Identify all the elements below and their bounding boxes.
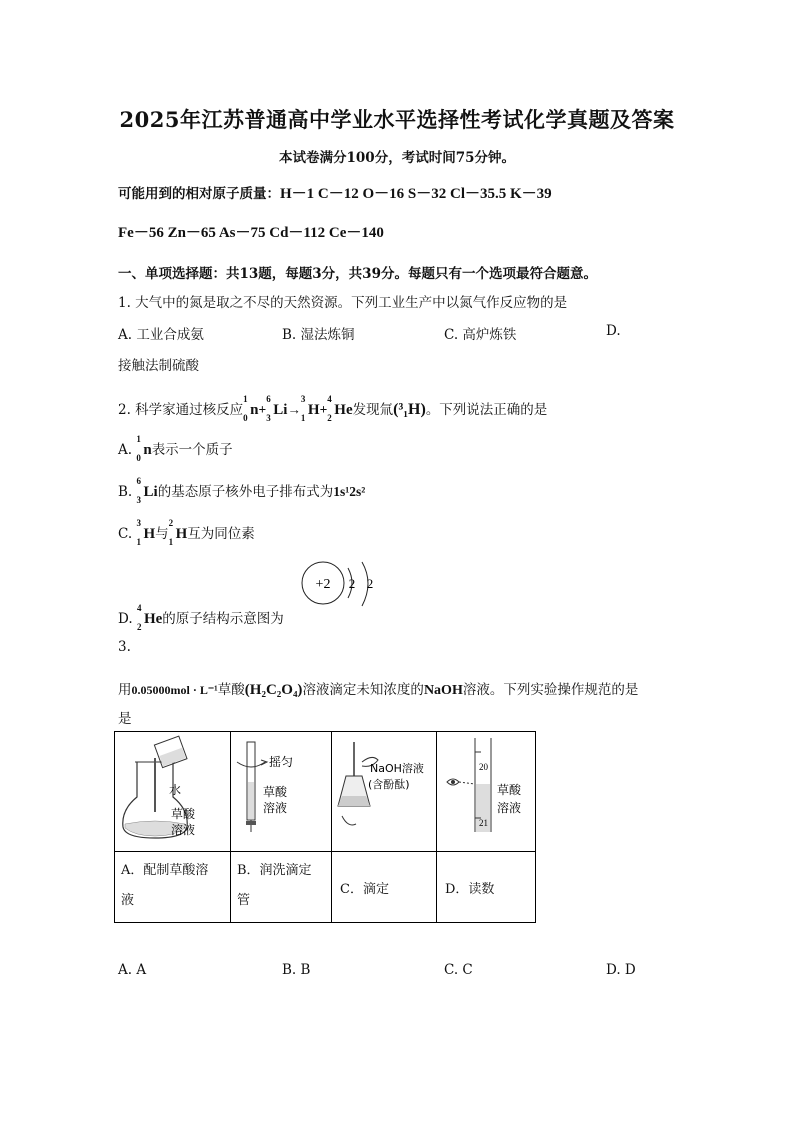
q1-option-a: A. 工业合成氨 [118, 327, 204, 343]
question-1-stem: 1. 大气中的氮是取之不尽的天然资源。下列工业生产中以氮气作反应物的是 [118, 295, 568, 311]
q2-stem-suffix: 。下列说法正确的是 [425, 402, 548, 418]
q2-option-c: C. 3 1 H与 2 1 H互为同位素 [118, 518, 255, 547]
nuclide-n: 1 0 n [243, 394, 259, 423]
panel-d-image [437, 732, 536, 852]
q3-option-a: A. A [118, 962, 147, 978]
panel-d-label-solution: 溶液 [497, 801, 522, 815]
atomic-mass-line1 [118, 182, 552, 203]
reaction-arrow: → [287, 402, 301, 417]
question-2-stem [118, 394, 548, 423]
q2-option-b: B. 6 3 Li的基态原子核外电子排布式为1s¹2s² [118, 476, 366, 505]
q1-option-c: C. 高炉炼铁 [444, 327, 517, 343]
plus-sign: + [319, 402, 328, 417]
q2-stem-prefix: 2. 科学家通过核反应 [118, 402, 244, 418]
shell-1-electrons: 2 [348, 576, 356, 591]
atomic-mass-label: 可能用到的相对原子质量： [118, 186, 280, 202]
nuclide-he: 4 2 He [327, 394, 353, 423]
question-3-number: 3. [118, 639, 131, 655]
panel-a-label-acid: 草酸 [171, 807, 196, 821]
exam-subtitle: 本试卷满分100分，考试时间75分钟。 [279, 150, 515, 166]
q2-option-d: D. 4 2 He的原子结构示意图为 [118, 603, 284, 632]
panel-b-label-solution: 溶液 [263, 801, 288, 815]
nuclide-h: 3 1 H [300, 394, 320, 423]
tritium-symbol: (³₁H) [393, 401, 426, 418]
plus-sign: + [258, 402, 267, 417]
nuclide-li: 6 3 Li [266, 394, 288, 423]
q2-found-text: 发现氚 [352, 402, 394, 418]
burette-reading-figure [437, 732, 535, 847]
q1-option-b: B. 湿法炼铜 [282, 327, 355, 343]
q3-option-b: B. B [282, 962, 311, 978]
panel-a-caption: A．配制草酸溶 液 [115, 852, 231, 923]
q3-option-d: D. D [606, 962, 636, 978]
oxalic-acid-formula: (H₂C₂O₄) [244, 682, 303, 698]
q3-option-c: C. C [444, 962, 473, 978]
q1-option-d: D. [606, 323, 621, 339]
nucleus-charge: +2 [315, 577, 331, 592]
panel-a-label-water: 水 [169, 783, 182, 797]
q2-option-a: A. 1 0 n表示一个质子 [118, 434, 233, 463]
q1-option-d-text: 接触法制硫酸 [118, 358, 199, 374]
experiment-table [114, 731, 536, 923]
panel-d-caption: D．读数 [437, 852, 536, 923]
atomic-mass-values-1: H－1 C－12 O－16 S－32 Cl－35.5 K－39 [280, 186, 552, 202]
panel-d-label-acid: 草酸 [497, 783, 522, 797]
panel-b-image [231, 732, 332, 852]
shell-2-electrons: 2 [366, 576, 374, 591]
scale-21: 21 [479, 818, 488, 828]
panel-a-label-solution: 溶液 [171, 823, 196, 837]
titration-figure [332, 732, 436, 847]
naoh-formula: NaOH [423, 683, 463, 698]
panel-b-caption: B．润洗滴定 管 [231, 852, 332, 923]
panel-c-label-naoh: NaOH溶液 [370, 762, 424, 775]
scale-20: 20 [479, 762, 488, 772]
panel-c-image [332, 732, 437, 852]
nuclide-li: 6 3 Li [136, 476, 158, 505]
nuclide-n: 1 0 n [136, 434, 152, 463]
panel-b-label-shake: 摇匀 [269, 755, 294, 769]
nuclide-h3: 3 1 H [136, 518, 156, 547]
nuclide-h2: 2 1 H [168, 518, 188, 547]
question-3-stem: 用0.05000mol · L⁻¹草酸(H₂C₂O₄)溶液滴定未知浓度的NaOH溶液。下列实验操作规范的是 [118, 682, 639, 698]
exam-title: 2025年江苏普通高中学业水平选择性考试化学真题及答案 [119, 107, 675, 132]
electron-configuration: 1s¹2s² [333, 484, 366, 499]
concentration: 0.05000mol · L⁻¹ [131, 683, 218, 697]
panel-c-caption: C．滴定 [332, 852, 437, 923]
section-heading: 一、单项选择题：共13题，每题3分，共39分。每题只有一个选项最符合题意。 [118, 266, 597, 282]
panel-a-image [115, 732, 231, 852]
panel-c-label-indicator: (含酚酞) [368, 778, 410, 791]
atomic-structure-diagram [296, 560, 386, 622]
nuclide-he: 4 2 He [136, 603, 163, 632]
burette-rinse-figure [231, 732, 331, 847]
volumetric-flask-figure [115, 732, 230, 847]
question-3-stem-wrap: 是 [118, 711, 132, 727]
panel-b-label-acid: 草酸 [263, 785, 288, 799]
atomic-mass-values-2: Fe－56 Zn－65 As－75 Cd－112 Ce－140 [118, 225, 384, 241]
